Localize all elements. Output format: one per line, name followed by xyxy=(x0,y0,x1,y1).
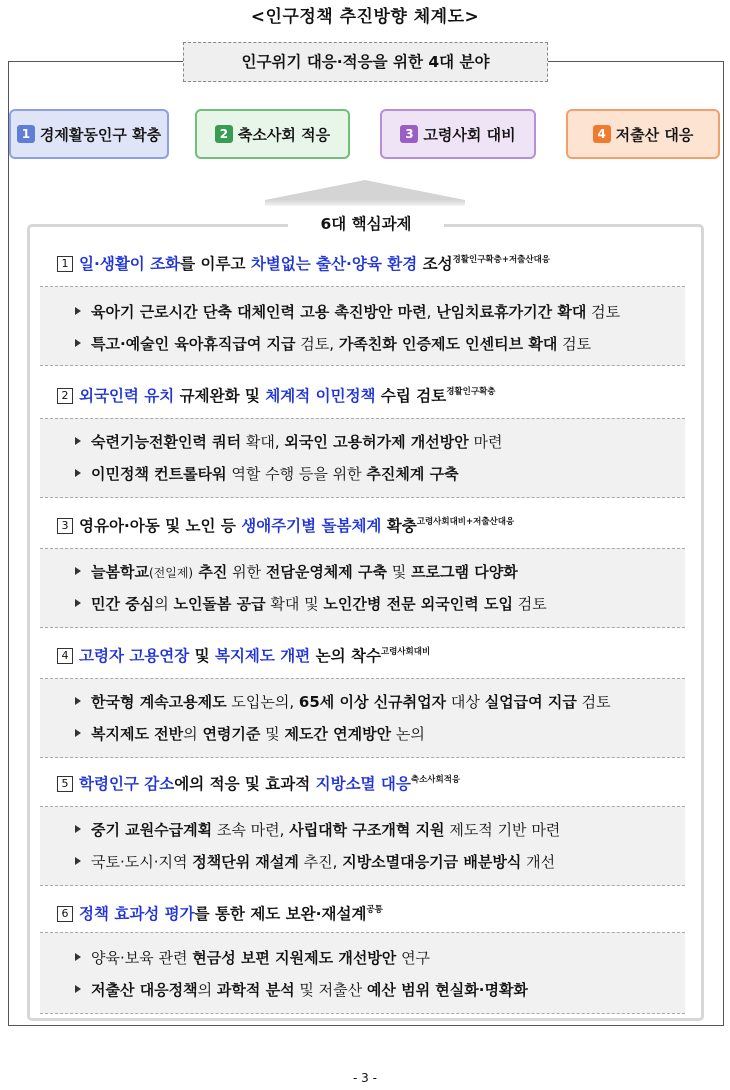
bullet-part: 추진 xyxy=(193,563,228,581)
task-title-part: 규제완화 및 xyxy=(174,387,266,405)
bullet-part: 늘봄학교 xyxy=(91,563,149,581)
bullet-part: 마련 xyxy=(468,433,503,451)
bullet-part: 난임치료휴가기간 확대 xyxy=(436,303,587,321)
bullet-marker-icon xyxy=(75,567,81,575)
bullet-part: 대상 xyxy=(446,693,485,711)
task-tag: 공통 xyxy=(366,905,383,915)
bullet-part: 특고·예술인 육아휴직급여 지급 xyxy=(91,335,296,353)
bullet-part: 및 xyxy=(260,725,285,743)
bullet-item xyxy=(75,979,528,1001)
area-number-badge: 1 xyxy=(17,125,35,143)
area-box-4 xyxy=(566,109,720,159)
bullet-marker-icon xyxy=(75,857,81,865)
section-header: 인구위기 대응·적응을 위한 4대 분야 xyxy=(183,42,548,82)
bullet-part: 위한 xyxy=(227,563,266,581)
bullet-part: 도입논의, xyxy=(226,693,299,711)
area-box-2 xyxy=(195,109,350,159)
task-number-box: 5 xyxy=(57,776,73,792)
bullet-part: 현금성 보편 지원제도 개선방안 xyxy=(192,949,397,967)
bullet-part: 검토 xyxy=(557,335,592,353)
bullet-part: 숙련기능전환인력 쿼터 xyxy=(91,433,242,451)
area-number-badge: 2 xyxy=(215,125,233,143)
bullet-part: 및 xyxy=(387,563,412,581)
area-label: 경제활동인구 확충 xyxy=(39,125,162,144)
bullet-item xyxy=(75,593,547,615)
bullet-part: 사립대학 구조개혁 지원 xyxy=(289,821,445,839)
up-arrow-icon xyxy=(265,180,465,200)
task-number-box: 2 xyxy=(57,388,73,404)
task-title-part: 를 이루고 xyxy=(180,255,251,273)
bullet-part: 확대, xyxy=(241,433,285,451)
task-title-part: 지방소멸 대응 xyxy=(315,775,411,793)
bullet-marker-icon xyxy=(75,729,81,737)
bullet-part: (전일제) xyxy=(148,566,194,580)
bullet-part: 제도적 기반 마련 xyxy=(444,821,561,839)
bullet-item xyxy=(75,723,425,745)
area-box-3 xyxy=(380,109,536,159)
task-title-2 xyxy=(57,380,496,408)
area-label: 고령사회 대비 xyxy=(423,125,516,144)
bullet-item xyxy=(75,819,560,841)
bullet-item xyxy=(75,333,591,355)
area-label: 축소사회 적응 xyxy=(237,125,331,144)
bullet-part: 국토·도시·지역 xyxy=(91,853,193,871)
task-tag: 축소사회적응 xyxy=(410,775,461,785)
task-title-part: 확충 xyxy=(381,517,417,535)
bullet-part: 추진체계 구축 xyxy=(366,465,459,483)
task-title-part: 조성 xyxy=(417,255,453,273)
task-title-part: 고령자 고용연장 xyxy=(79,647,190,665)
bullet-part: 의 xyxy=(154,595,174,613)
task-title-part: 체계적 이민정책 xyxy=(265,387,376,405)
bullet-item xyxy=(75,561,518,584)
area-number-badge: 4 xyxy=(593,125,611,143)
bullet-part: 예산 범위 현실화·명확화 xyxy=(366,981,528,999)
task-title-5 xyxy=(57,768,460,796)
bullet-part: 논의 xyxy=(391,725,425,743)
task-tag: 경활인구확충+저출산대응 xyxy=(452,255,551,265)
bullet-part: 정책단위 재설계 xyxy=(192,853,299,871)
bullet-part: 육아기 근로시간 단축 대체인력 고용 촉진방안 마련 xyxy=(91,303,427,321)
task-number-box: 3 xyxy=(57,518,73,534)
task-bullets-6 xyxy=(40,932,685,1014)
bullet-part: 실업급여 지급 xyxy=(484,693,577,711)
bullet-part: 연구 xyxy=(396,949,431,967)
task-title-part: 영유아·아동 및 노인 등 xyxy=(79,517,242,535)
bullet-part: 민간 중심 xyxy=(91,595,155,613)
bullet-part: 이민정책 컨트롤타워 xyxy=(91,465,227,483)
page-title: <인구정책 추진방향 체계도> xyxy=(250,7,480,27)
bullet-part: 중기 교원수급계획 xyxy=(91,821,213,839)
task-title-part: 학령인구 감소 xyxy=(79,775,175,793)
bullet-part: 의 xyxy=(183,725,203,743)
task-title-part: 에의 적응 및 효과적 xyxy=(174,775,316,793)
bullet-part: 한국형 계속고용제도 xyxy=(91,693,227,711)
task-number-box: 4 xyxy=(57,648,73,664)
bullet-part: 개선 xyxy=(521,853,556,871)
bullet-part: 의 xyxy=(197,981,217,999)
bullet-part: 외국인 고용허가제 개선방안 xyxy=(284,433,469,451)
task-title-1 xyxy=(57,248,550,276)
task-title-4 xyxy=(57,640,430,668)
task-tag: 고령사회대비 xyxy=(380,647,431,657)
task-title-part: 를 통한 제도 보완·재설계 xyxy=(194,905,367,923)
bullet-part: 조속 마련, xyxy=(212,821,290,839)
bullet-marker-icon xyxy=(75,599,81,607)
bullet-part: 검토 xyxy=(576,693,611,711)
bullet-part: 지방소멸대응기금 배분방식 xyxy=(342,853,522,871)
bullet-marker-icon xyxy=(75,469,81,477)
task-title-part: 논의 착수 xyxy=(310,647,381,665)
task-tag: 경활인구확충 xyxy=(446,387,496,397)
bullet-item xyxy=(75,301,620,323)
task-title-part: 일·생활이 조화 xyxy=(79,255,181,273)
area-number-badge: 3 xyxy=(400,125,418,143)
bullet-item xyxy=(75,431,503,453)
bullet-part: 검토 xyxy=(586,303,621,321)
bullet-part: 제도간 연계방안 xyxy=(284,725,392,743)
bullet-item xyxy=(75,691,611,713)
bullet-item xyxy=(75,463,459,485)
bullet-marker-icon xyxy=(75,953,81,961)
area-box-1 xyxy=(9,109,169,159)
task-number-box: 1 xyxy=(57,256,73,272)
task-title-part: 및 xyxy=(189,647,215,665)
bullet-part: 가족친화 인증제도 인센티브 확대 xyxy=(338,335,558,353)
task-title-6 xyxy=(57,898,383,926)
bullet-part: 노인돌봄 공급 xyxy=(173,595,266,613)
task-bullets-3 xyxy=(40,548,685,628)
task-bullets-5 xyxy=(40,806,685,886)
bullet-marker-icon xyxy=(75,697,81,705)
bullet-marker-icon xyxy=(75,437,81,445)
bullet-marker-icon xyxy=(75,307,81,315)
bullet-part: 65세 이상 신규취업자 xyxy=(298,693,447,711)
task-bullets-2 xyxy=(40,418,685,498)
task-title-part: 정책 효과성 평가 xyxy=(79,905,195,923)
task-title-part: 차별없는 출산·양육 환경 xyxy=(250,255,418,273)
task-title-part: 수립 검토 xyxy=(375,387,447,405)
bullet-marker-icon xyxy=(75,985,81,993)
task-number-box: 6 xyxy=(57,906,73,922)
bullet-part: 복지제도 전반 xyxy=(91,725,184,743)
bullet-part: 양육·보육 관련 xyxy=(91,949,193,967)
bullet-part: 과학적 분석 xyxy=(216,981,295,999)
bullet-marker-icon xyxy=(75,339,81,347)
bullet-part: 검토, xyxy=(295,335,339,353)
task-title-3 xyxy=(57,510,514,538)
bullet-part: 및 저출산 xyxy=(294,981,367,999)
task-title-part: 복지제도 개편 xyxy=(214,647,311,665)
bullet-part: 프로그램 다양화 xyxy=(411,563,518,581)
area-label: 저출산 대응 xyxy=(615,125,694,144)
bullet-part: 저출산 대응정책 xyxy=(91,981,198,999)
bullet-part: , xyxy=(426,303,437,321)
bullet-item xyxy=(75,851,555,873)
page-number: - 3 - xyxy=(353,1071,377,1085)
up-arrow-base xyxy=(265,200,465,206)
bullet-part: 검토 xyxy=(512,595,547,613)
bullet-marker-icon xyxy=(75,825,81,833)
core-tasks-subheader: 6대 핵심과제 xyxy=(288,212,444,236)
bullet-item xyxy=(75,947,430,969)
bullet-part: 확대 및 xyxy=(265,595,324,613)
task-bullets-4 xyxy=(40,678,685,758)
task-title-part: 생애주기별 돌봄체계 xyxy=(241,517,382,535)
task-bullets-1 xyxy=(40,286,685,366)
bullet-part: 연령기준 xyxy=(202,725,261,743)
bullet-part: 역할 수행 등을 위한 xyxy=(226,465,367,483)
bullet-part: 노인간병 전문 외국인력 도입 xyxy=(323,595,513,613)
bullet-part: 전담운영체제 구축 xyxy=(265,563,387,581)
task-tag: 고령사회대비+저출산대응 xyxy=(416,517,515,527)
bullet-part: 추진, xyxy=(298,853,343,871)
task-title-part: 외국인력 유치 xyxy=(79,387,175,405)
